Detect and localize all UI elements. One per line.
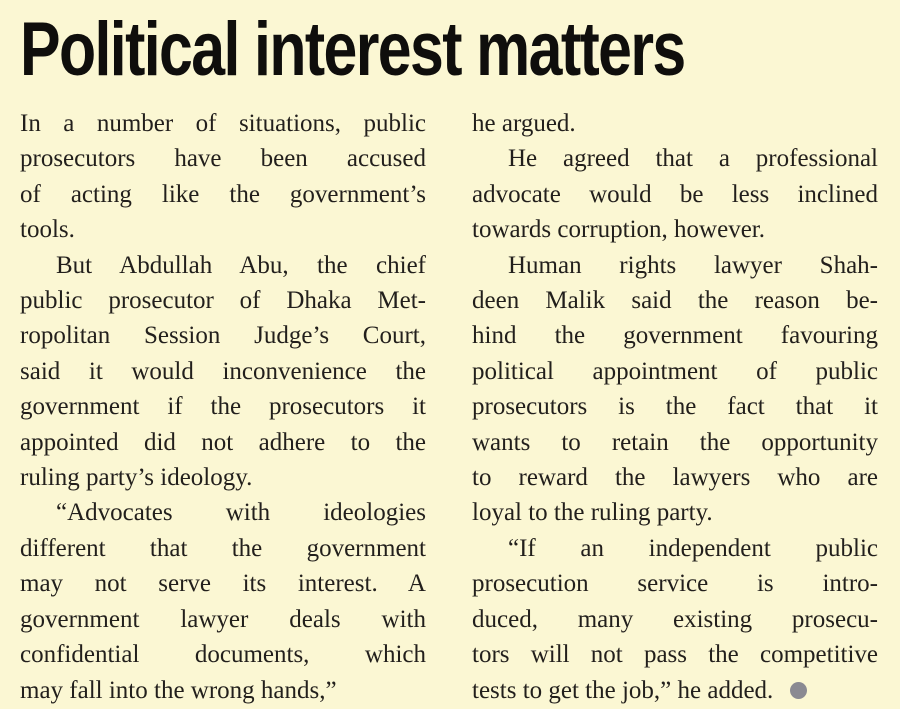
text-line: ropolitan Session Judge’s Court, xyxy=(20,322,426,350)
article-column-right xyxy=(472,106,878,708)
text-line: But Abdullah Abu, the chief xyxy=(56,251,426,279)
article-column-left xyxy=(20,106,426,708)
text-line: of acting like the government’s xyxy=(20,180,426,208)
text-line: government if the prosecutors it xyxy=(20,393,426,421)
article-headline: Political interest matters xyxy=(20,7,685,92)
text-line: loyal to the ruling party. xyxy=(472,499,713,527)
text-line: prosecutors have been accused xyxy=(20,145,426,173)
text-line: He agreed that a professional xyxy=(508,145,878,173)
text-line: hind the government favouring xyxy=(472,322,878,350)
text-line: tests to get the job,” he added. xyxy=(472,673,878,708)
text-line: towards corruption, however. xyxy=(472,216,765,244)
text-line: government lawyer deals with xyxy=(20,605,426,633)
text-line: may not serve its interest. A xyxy=(20,570,426,598)
text-line: “If an independent public xyxy=(508,534,878,562)
text-line: wants to retain the opportunity xyxy=(472,428,878,456)
text-line: political appointment of public xyxy=(472,357,878,385)
text-line: confidential documents, which xyxy=(20,641,426,669)
end-of-article-marker xyxy=(790,682,807,699)
text-line: may fall into the wrong hands,” xyxy=(20,676,337,704)
text-line: prosecution service is intro- xyxy=(472,570,878,598)
text-line: deen Malik said the reason be- xyxy=(472,287,878,315)
text-line: different that the government xyxy=(20,534,426,562)
text-line: In a number of situations, public xyxy=(20,110,426,137)
text-line: Human rights lawyer Shah- xyxy=(508,251,878,279)
text-line: appointed did not adhere to the xyxy=(20,428,426,456)
text-line: said it would inconvenience the xyxy=(20,357,426,385)
text-line: public prosecutor of Dhaka Met- xyxy=(20,287,426,315)
article-columns xyxy=(20,106,878,708)
text-line: tools. xyxy=(20,216,75,244)
text-line: “Advocates with ideologies xyxy=(56,499,426,527)
text-line: duced, many existing prosecu- xyxy=(472,605,878,633)
text-line: tors will not pass the competitive xyxy=(472,641,878,669)
text-line: prosecutors is the fact that it xyxy=(472,393,878,421)
text-line: ruling party’s ideology. xyxy=(20,464,253,492)
text-line: he argued. xyxy=(472,110,576,137)
text-line: advocate would be less inclined xyxy=(472,180,878,208)
text-line: to reward the lawyers who are xyxy=(472,464,878,492)
